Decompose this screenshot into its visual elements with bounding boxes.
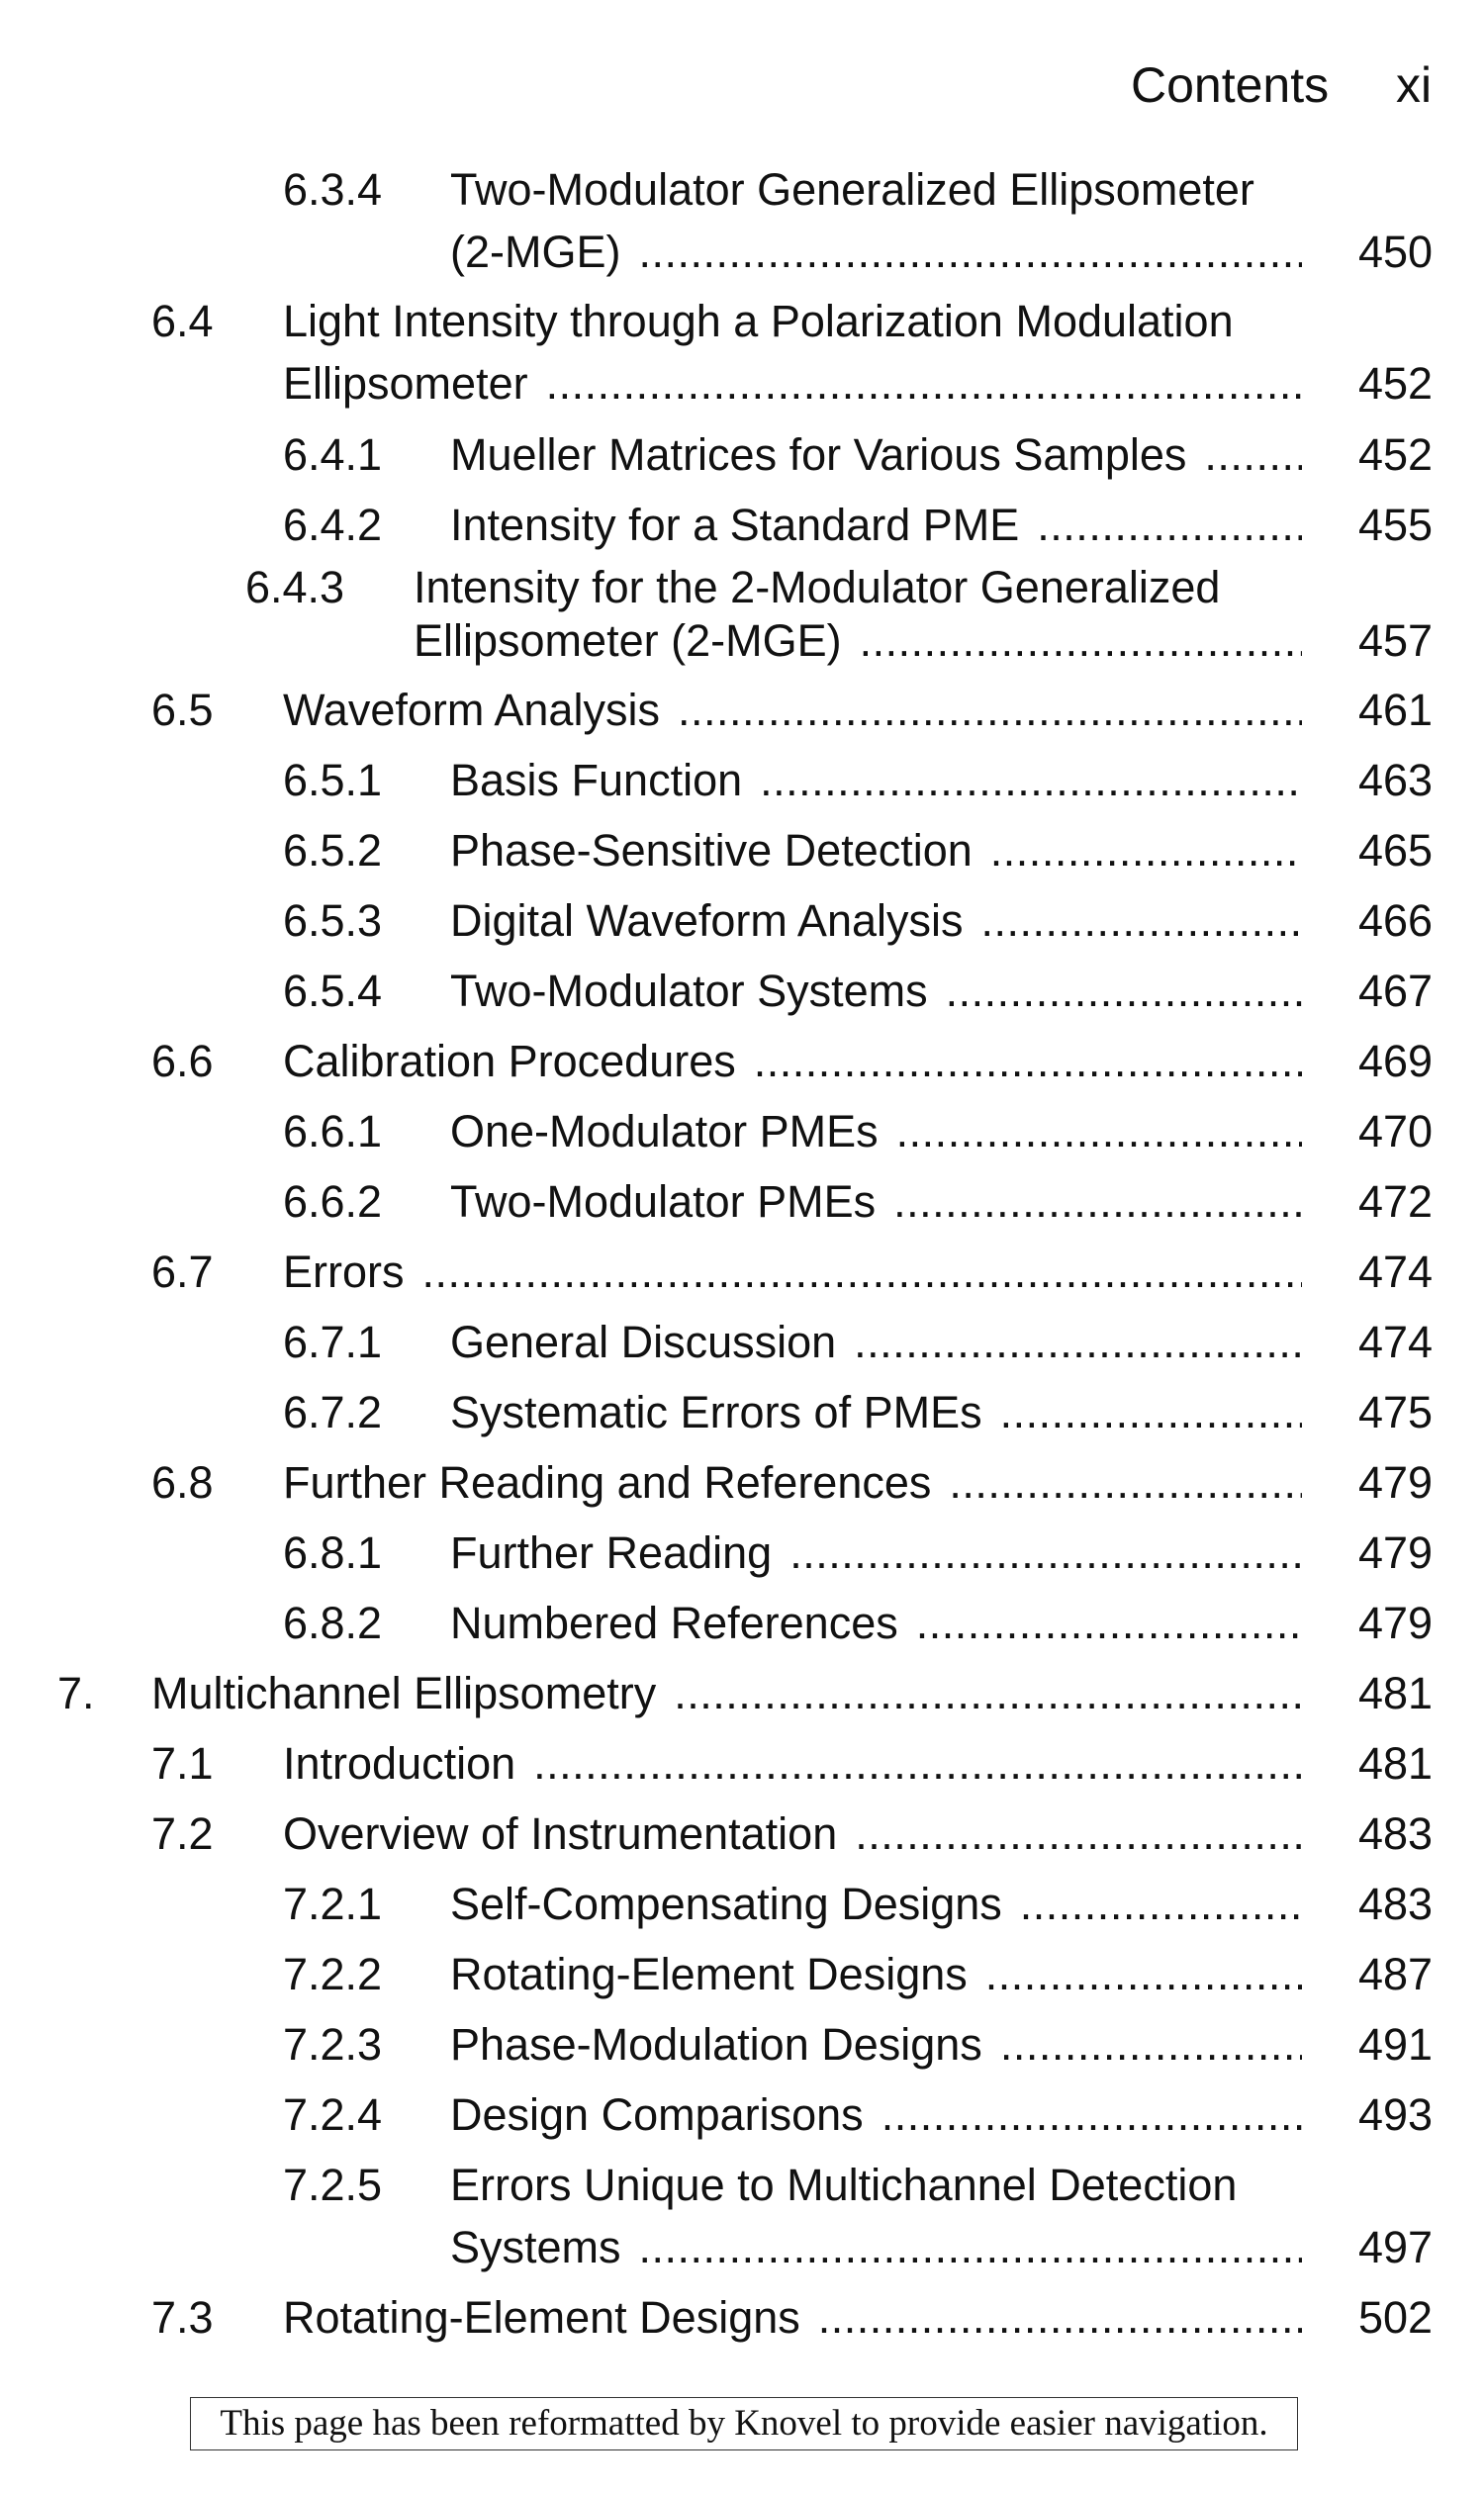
dot-leader xyxy=(1037,497,1302,554)
title-line-with-leader xyxy=(450,1595,1316,1652)
dot-leader xyxy=(893,1173,1302,1231)
page-number[interactable]: 463 xyxy=(1358,755,1434,805)
section-title: Calibration Procedures xyxy=(283,1036,736,1086)
title-line-with-leader xyxy=(450,1173,1316,1231)
title-line-with-leader xyxy=(151,1665,1316,1722)
title-line-with-leader xyxy=(450,1384,1316,1441)
section-title: Phase-Sensitive Detection xyxy=(450,825,973,876)
title-line-with-leader xyxy=(450,2219,1316,2276)
section-number: 6.4 xyxy=(151,296,214,346)
section-number: 7.2 xyxy=(151,1808,214,1859)
title-line-with-leader xyxy=(414,612,1316,670)
section-title: Errors xyxy=(283,1247,405,1297)
section-number: 7.2.2 xyxy=(283,1949,383,1999)
section-number: 6.8.1 xyxy=(283,1527,383,1578)
page-number[interactable]: 483 xyxy=(1358,1879,1434,1929)
page-number[interactable]: 491 xyxy=(1358,2019,1434,2070)
title-line-with-leader xyxy=(450,2016,1316,2074)
section-title: Further Reading and References xyxy=(283,1457,932,1508)
dot-leader xyxy=(639,2219,1302,2276)
title-line-with-leader xyxy=(450,752,1316,809)
page-number[interactable]: 474 xyxy=(1358,1317,1434,1367)
title-line-with-leader xyxy=(450,224,1316,281)
page-number[interactable]: 481 xyxy=(1358,1738,1434,1789)
section-title: Ellipsometer xyxy=(283,358,528,409)
knovel-notice: This page has been reformatted by Knovel to provide easier navigation. xyxy=(190,2397,1298,2450)
section-title: Basis Function xyxy=(450,755,743,805)
dot-leader xyxy=(946,963,1302,1020)
page-number[interactable]: 483 xyxy=(1358,1808,1434,1859)
section-number: 6.7 xyxy=(151,1247,214,1297)
section-number: 6.7.1 xyxy=(283,1317,383,1367)
title-line-with-leader xyxy=(450,426,1316,484)
section-number: 6.5.2 xyxy=(283,825,383,876)
title-line-with-leader xyxy=(450,822,1316,879)
page-number[interactable]: 472 xyxy=(1358,1176,1434,1227)
dot-leader xyxy=(678,682,1302,739)
section-number: 7.1 xyxy=(151,1738,214,1789)
title-line-with-leader xyxy=(450,1946,1316,2003)
section-title: Phase-Modulation Designs xyxy=(450,2019,982,2070)
page-number[interactable]: 479 xyxy=(1358,1457,1434,1508)
section-number: 7.2.1 xyxy=(283,1879,383,1929)
title-line-with-leader xyxy=(283,355,1316,413)
page-number[interactable]: 470 xyxy=(1358,1106,1434,1156)
section-title: Overview of Instrumentation xyxy=(283,1808,838,1859)
dot-leader xyxy=(422,1244,1303,1301)
page-number[interactable]: 461 xyxy=(1358,685,1434,735)
title-line-with-leader xyxy=(283,682,1316,739)
section-title: Systems xyxy=(450,2222,621,2272)
section-title: Two-Modulator PMEs xyxy=(450,1176,877,1227)
section-title: Ellipsometer (2-MGE) xyxy=(414,615,842,666)
section-title: Self-Compensating Designs xyxy=(450,1879,1002,1929)
dot-leader xyxy=(881,2086,1302,2144)
section-title: Mueller Matrices for Various Samples xyxy=(450,429,1187,480)
title-line-with-leader xyxy=(450,1524,1316,1582)
title-line-with-leader xyxy=(450,1103,1316,1160)
running-title: Contents xyxy=(1131,57,1330,113)
section-number: 6.7.2 xyxy=(283,1387,383,1437)
page-number[interactable]: 474 xyxy=(1358,1247,1434,1297)
section-number: 6.4.2 xyxy=(283,500,383,550)
dot-leader xyxy=(760,752,1302,809)
page-number[interactable]: 452 xyxy=(1358,358,1434,409)
title-line-with-leader xyxy=(450,497,1316,554)
page-number[interactable]: 457 xyxy=(1358,615,1434,666)
section-number: 6.4.1 xyxy=(283,429,383,480)
dot-leader xyxy=(533,1735,1302,1793)
section-number: 6.5.1 xyxy=(283,755,383,805)
title-line-with-leader xyxy=(283,2289,1316,2347)
section-number: 6.6.2 xyxy=(283,1176,383,1227)
section-title: Two-Modulator Systems xyxy=(450,966,928,1016)
title-line-with-leader xyxy=(283,1805,1316,1863)
section-number: 6.8.2 xyxy=(283,1598,383,1648)
page-number[interactable]: 469 xyxy=(1358,1036,1434,1086)
section-title-line: Intensity for the 2-Modulator Generalized xyxy=(414,562,1221,612)
dot-leader xyxy=(754,1033,1302,1090)
page-number[interactable]: 450 xyxy=(1358,227,1434,277)
section-number: 6.3.4 xyxy=(283,164,383,215)
section-number: 7.2.3 xyxy=(283,2019,383,2070)
title-line-with-leader xyxy=(283,1735,1316,1793)
page-number[interactable]: 479 xyxy=(1358,1527,1434,1578)
dot-leader xyxy=(1020,1876,1302,1933)
section-title: Digital Waveform Analysis xyxy=(450,895,964,946)
page-number[interactable]: 497 xyxy=(1358,2222,1434,2272)
dot-leader xyxy=(916,1595,1302,1652)
page-number[interactable]: 493 xyxy=(1358,2089,1434,2140)
dot-leader xyxy=(818,2289,1302,2347)
dot-leader xyxy=(985,1946,1302,2003)
section-number: 6.5.4 xyxy=(283,966,383,1016)
section-number: 7.2.4 xyxy=(283,2089,383,2140)
section-number: 6.5.3 xyxy=(283,895,383,946)
page-number[interactable]: 465 xyxy=(1358,825,1434,876)
dot-leader xyxy=(674,1665,1302,1722)
section-title: Waveform Analysis xyxy=(283,685,660,735)
title-line-with-leader xyxy=(283,1454,1316,1512)
section-number: 6.8 xyxy=(151,1457,214,1508)
title-line-with-leader xyxy=(450,963,1316,1020)
dot-leader xyxy=(949,1454,1302,1512)
dot-leader xyxy=(1000,2016,1302,2074)
dot-leader xyxy=(860,612,1302,670)
dot-leader xyxy=(1000,1384,1302,1441)
title-line-with-leader xyxy=(450,2086,1316,2144)
dot-leader xyxy=(896,1103,1302,1160)
section-title-line: Errors Unique to Multichannel Detection xyxy=(450,2160,1238,2210)
page-number[interactable]: 479 xyxy=(1358,1598,1434,1648)
page-number[interactable]: 487 xyxy=(1358,1949,1434,1999)
section-number: 6.4.3 xyxy=(245,562,345,612)
section-title: Multichannel Ellipsometry xyxy=(151,1668,657,1718)
dot-leader xyxy=(854,1314,1302,1371)
page-number[interactable]: 466 xyxy=(1358,895,1434,946)
section-title: Introduction xyxy=(283,1738,516,1789)
page-number[interactable]: 502 xyxy=(1358,2292,1434,2343)
section-title: Systematic Errors of PMEs xyxy=(450,1387,982,1437)
title-line-with-leader xyxy=(283,1033,1316,1090)
dot-leader xyxy=(546,355,1302,413)
section-title: Numbered References xyxy=(450,1598,898,1648)
page-number[interactable]: 481 xyxy=(1358,1668,1434,1718)
title-line-with-leader xyxy=(450,1314,1316,1371)
page-number[interactable]: 455 xyxy=(1358,500,1434,550)
section-title: General Discussion xyxy=(450,1317,837,1367)
page-number[interactable]: 452 xyxy=(1358,429,1434,480)
page-number[interactable]: 467 xyxy=(1358,966,1434,1016)
dot-leader xyxy=(981,892,1303,950)
page-number[interactable]: 475 xyxy=(1358,1387,1434,1437)
section-title-line: Light Intensity through a Polarization Modulation xyxy=(283,296,1234,346)
section-title: Rotating-Element Designs xyxy=(450,1949,968,1999)
section-title: (2-MGE) xyxy=(450,227,621,277)
dot-leader xyxy=(855,1805,1302,1863)
section-title: One-Modulator PMEs xyxy=(450,1106,879,1156)
section-number: 7.3 xyxy=(151,2292,214,2343)
section-title: Rotating-Element Designs xyxy=(283,2292,800,2343)
page-number-roman: xi xyxy=(1396,57,1433,113)
section-title: Intensity for a Standard PME xyxy=(450,500,1020,550)
section-title-line: Two-Modulator Generalized Ellipsometer xyxy=(450,164,1254,215)
page-header xyxy=(0,55,1484,115)
section-number: 6.6.1 xyxy=(283,1106,383,1156)
section-title: Design Comparisons xyxy=(450,2089,864,2140)
section-number: 7.2.5 xyxy=(283,2160,383,2210)
section-title: Further Reading xyxy=(450,1527,773,1578)
dot-leader xyxy=(990,822,1302,879)
dot-leader xyxy=(639,224,1303,281)
dot-leader xyxy=(1204,426,1302,484)
section-number: 6.6 xyxy=(151,1036,214,1086)
title-line-with-leader xyxy=(450,892,1316,950)
section-number: 7. xyxy=(57,1668,95,1718)
title-line-with-leader xyxy=(283,1244,1316,1301)
dot-leader xyxy=(789,1524,1302,1582)
title-line-with-leader xyxy=(450,1876,1316,1933)
section-number: 6.5 xyxy=(151,685,214,735)
